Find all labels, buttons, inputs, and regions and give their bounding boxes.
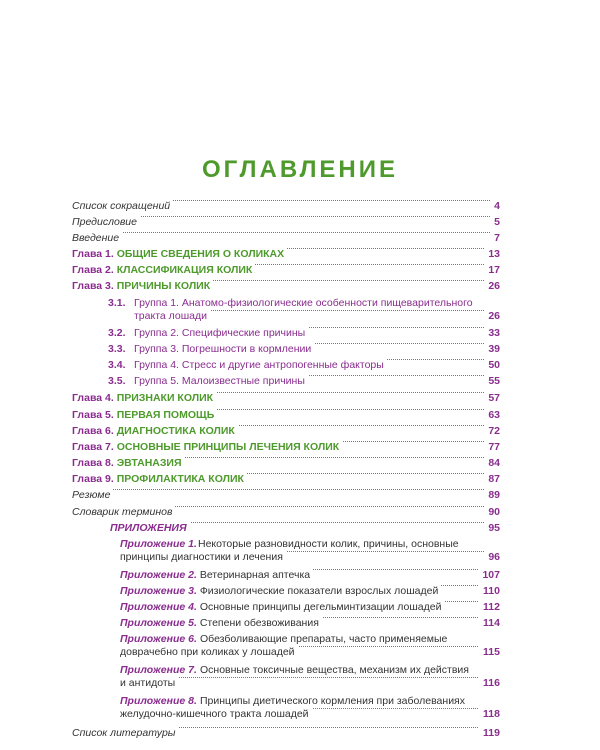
- appendix-title-cont: и антидоты: [120, 677, 178, 690]
- chapter-title: КЛАССИФИКАЦИЯ КОЛИК: [116, 264, 253, 276]
- toc-page-number: 110: [479, 585, 500, 598]
- toc-page-number: 13: [484, 248, 500, 261]
- toc-page-number: 114: [479, 617, 500, 630]
- section-number: 3.1.: [108, 297, 126, 309]
- chapter-title: ПРОФИЛАКТИКА КОЛИК: [116, 473, 244, 485]
- toc-entry-title: Введение: [72, 232, 122, 245]
- toc-page-number: 95: [484, 522, 500, 535]
- section-title: Группа 4. Стресс и другие антропогенные факторы: [134, 359, 387, 372]
- toc-entry-title: Список сокращений: [72, 200, 173, 213]
- toc-page-number: 4: [490, 200, 500, 213]
- section-title: Группа 3. Погрешности в кормлении: [134, 343, 314, 356]
- appendix-title-cont: желудочно-кишечного тракта лошадей: [120, 708, 312, 721]
- toc-page-number: 50: [484, 359, 500, 372]
- chapter-label: Глава 4.: [72, 392, 114, 404]
- section-number: 3.4.: [108, 359, 126, 371]
- appendix-label: Приложение 2.: [120, 569, 197, 581]
- toc-page-number: 116: [479, 677, 500, 690]
- chapter-title: ОБЩИЕ СВЕДЕНИЯ О КОЛИКАХ: [116, 248, 285, 260]
- chapter-label: Глава 7.: [72, 441, 114, 453]
- appendix-title: Обезболивающие препараты, часто применяемые: [200, 633, 448, 645]
- section-number: 3.2.: [108, 327, 126, 339]
- appendix-title: Основные принципы дегельминтизации лошадей: [199, 601, 442, 613]
- appendix-title: Некоторые разновидности колик, причины, основные: [198, 538, 459, 550]
- appendix-title-cont: принципы диагностики и лечения: [120, 551, 286, 564]
- appendix-label: Приложение 6.: [120, 633, 197, 645]
- chapter-title: ОСНОВНЫЕ ПРИНЦИПЫ ЛЕЧЕНИЯ КОЛИК: [116, 441, 340, 453]
- toc-page-number: 63: [484, 409, 500, 422]
- toc-page-number: 39: [484, 343, 500, 356]
- toc-page-number: 107: [478, 569, 500, 582]
- chapter-label: Глава 5.: [72, 409, 114, 421]
- appendix-title: Принципы диетического кормления при заболеваниях: [200, 695, 465, 707]
- appendix-label: Приложение 8.: [120, 695, 197, 707]
- appendix-label: Приложение 4.: [120, 601, 197, 613]
- toc-page-number: 77: [484, 441, 500, 454]
- appendix-title: Основные токсичные вещества, механизм их действия: [200, 664, 469, 676]
- chapter-label: Глава 3.: [72, 280, 114, 292]
- toc-page-number: 87: [484, 473, 500, 486]
- chapter-title: ДИАГНОСТИКА КОЛИК: [116, 425, 235, 437]
- toc-page-number: 89: [484, 489, 500, 502]
- chapter-label: Глава 8.: [72, 457, 114, 469]
- section-title: Группа 1. Анатомо-физиологические особенности пищеварительного: [134, 297, 473, 309]
- toc-page-number: 26: [484, 310, 500, 323]
- toc-page-number: 72: [484, 425, 500, 438]
- toc-entry-title: Резюме: [72, 489, 113, 502]
- appendix-label: Приложение 3.: [120, 585, 197, 597]
- toc-page-number: 26: [484, 280, 500, 293]
- section-title-cont: тракта лошади: [134, 310, 210, 323]
- appendix-title: Степени обезвоживания: [199, 617, 319, 629]
- toc-page-number: 119: [479, 727, 500, 740]
- appendix-label: Приложение 5.: [120, 617, 197, 629]
- toc-entry-title: Предисловие: [72, 216, 140, 229]
- section-title: Группа 5. Малоизвестные причины: [134, 375, 308, 388]
- toc-entry-title: Список литературы: [72, 727, 179, 740]
- toc-page-number: 7: [490, 232, 500, 245]
- toc-page-number: 5: [490, 216, 500, 229]
- toc-page-number: 55: [484, 375, 500, 388]
- chapter-label: Глава 9.: [72, 473, 114, 485]
- chapter-label: Глава 1.: [72, 248, 114, 260]
- toc-page-number: 17: [484, 264, 500, 277]
- appendix-title-cont: доврачебно при коликах у лошадей: [120, 646, 298, 659]
- chapter-title: ПЕРВАЯ ПОМОЩЬ: [116, 409, 215, 421]
- toc-page-number: 115: [479, 646, 500, 659]
- toc-page-number: 84: [484, 457, 500, 470]
- toc-page-number: 33: [484, 327, 500, 340]
- toc-page-number: 57: [484, 392, 500, 405]
- toc-entry-title: Словарик терминов: [72, 506, 175, 519]
- appendix-title: Ветеринарная аптечка: [199, 569, 311, 581]
- appendix-title: Физиологические показатели взрослых лошадей: [199, 585, 439, 597]
- chapter-title: ПРИЧИНЫ КОЛИК: [116, 280, 211, 292]
- appendix-label: Приложение 7.: [120, 664, 197, 676]
- toc-page-number: 112: [479, 601, 500, 614]
- appendix-label: Приложение 1.: [120, 538, 197, 550]
- section-number: 3.5.: [108, 375, 126, 387]
- toc-entry-title: ПРИЛОЖЕНИЯ: [110, 522, 190, 535]
- toc-page-number: 90: [484, 506, 500, 519]
- chapter-title: ПРИЗНАКИ КОЛИК: [116, 392, 214, 404]
- toc-page-number: 96: [484, 551, 500, 564]
- chapter-label: Глава 6.: [72, 425, 114, 437]
- section-title: Группа 2. Специфические причины: [134, 327, 308, 340]
- chapter-label: Глава 2.: [72, 264, 114, 276]
- section-number: 3.3.: [108, 343, 126, 355]
- chapter-title: ЭВТАНАЗИЯ: [116, 457, 182, 469]
- toc-page-number: 118: [479, 708, 500, 721]
- page-title: ОГЛАВЛЕНИЕ: [201, 156, 399, 183]
